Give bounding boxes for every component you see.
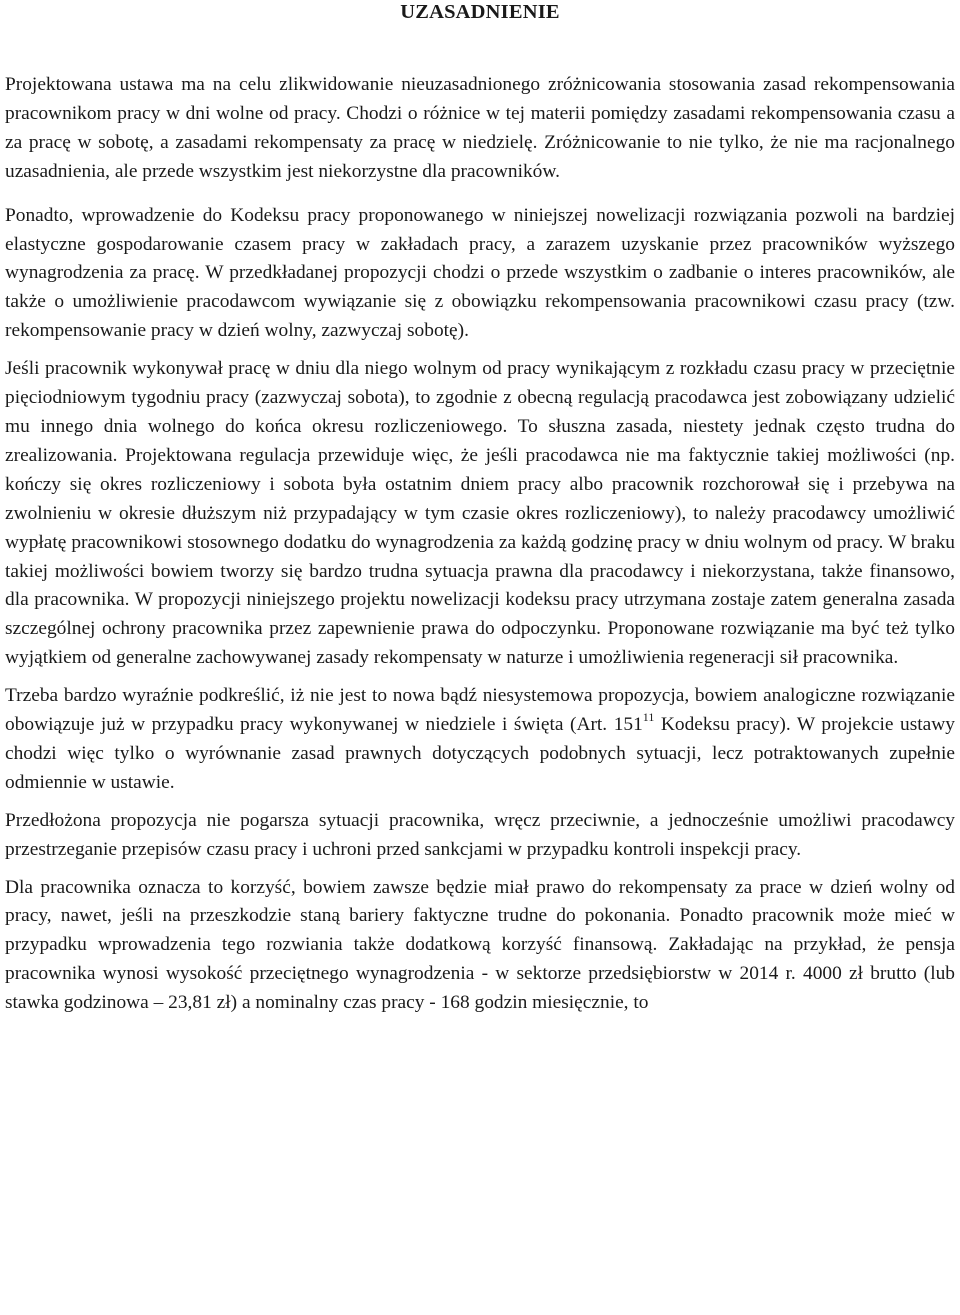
document-title: UZASADNIENIE <box>400 1 560 23</box>
paragraph-2: Ponadto, wprowadzenie do Kodeksu pracy proponowanego w niniejszej nowelizacji rozwiązania pozwoli na bardziej elastyczne gospodarowanie czasem pracy w zakładach pracy, a zarazem uzyskanie przez pracowników wyższego wynagrodzenia za pracę. W przedkładanej propozycji chodzi o przede wszystkim o zadbanie o interes pracowników, ale także o umożliwienie pracodawcom wywiązanie się z obowiązku rekompensowania pracownikowi czasu pracy (tzw. rekompensowanie pracy w dzień wolny, zazwyczaj sobotę). <box>5 204 955 342</box>
paragraph-4-text-before: Trzeba bardzo wyraźnie podkreślić, iż nie jest to nowa bądź niesystemowa propozycja, bowiem analogiczne rozwiązanie obowiązuje już w przypadku pracy wykonywanej w niedziele i święta (Art. 151 <box>5 685 955 736</box>
paragraph-3: Jeśli pracownik wykonywał pracę w dniu dla niego wolnym od pracy wynikającym z rozkładu czasu pracy w przeciętnie pięciodniowym tygodniu pracy (zazwyczaj sobota), to zgodnie z obecną regulacją pracodawca jest zobowiązany udzielić mu innego dnia wolnego do końca okresu rozliczeniowego. To słuszna zasada, niestety jednak często trudna do zrealizowania. Projektowana regulacja przewiduje więc, że jeśli pracodawca nie ma faktycznie takiej możliwości (np. kończy się okres rozliczeniowy i sobota była ostatnim dniem pracy albo pracownik rozchorował się i przebywa na zwolnieniu w okresie dłuższym niż przypadający w tym czasie okres rozliczeniowy), to należy pracodawcy umożliwić wypłatę pracownikowi stosownego dodatku do wynagrodzenia za każdą godzinę pracy w dniu wolnym od pracy. W braku takiej możliwości bowiem tworzy się bardzo trudna sytuacja prawna dla pracodawcy i niekorzystana, także finansowo, dla pracownika. W propozycji niniejszego projektu nowelizacji kodeksu pracy utrzymana zostaje zatem generalna zasada szczególnej ochrony pracownika przez zapewnienie prawa do odpoczynku. Proponowane rozwiązanie ma być też tylko wyjątkiem od generalne zachowywanej zasady rekompensaty w naturze i umożliwienia regeneracji sił pracownika. <box>5 358 955 669</box>
document-page <box>5 0 955 1018</box>
paragraph-1: Projektowana ustawa ma na celu zlikwidowanie nieuzasadnionego zróżnicowania stosowania zasad rekompensowania pracownikom pracy w dni wolne od pracy. Chodzi o różnice w tej materii pomiędzy zasadami rekompensowania czasu a za pracę w sobotę, a zasadami rekompensaty za pracę w niedzielę. Zróżnicowanie to nie tylko, że nie ma racjonalnego uzasadnienia, ale przede wszystkim jest niekorzystne dla pracowników. <box>5 74 955 182</box>
article-superscript: 11 <box>642 710 655 725</box>
paragraph-4 <box>5 682 955 798</box>
paragraph-6: Dla pracownika oznacza to korzyść, bowiem zawsze będzie miał prawo do rekompensaty za prace w dzień wolny od pracy, nawet, jeśli na przeszkodzie staną bariery faktyczne trudne do pokonania. Ponadto pracownik może mieć w przypadku wprowadzenia tego rozwiania także dodatkową korzyść finansową. Zakładając na przykład, że pensja pracownika wynosi wysokość przeciętnego wynagrodzenia - w sektorze przedsiębiorstw w 2014 r. 4000 zł brutto (lub stawka godzinowa – 23,81 zł) a nominalny czas pracy - 168 godzin miesięcznie, to <box>5 876 955 1014</box>
paragraph-4-text-after: Kodeksu pracy). W projekcie ustawy chodzi więc tylko o wyrównanie zasad prawnych dotyczących podobnych sytuacji, lecz potraktowanych zupełnie odmiennie w ustawie. <box>5 714 955 793</box>
paragraph-5: Przedłożona propozycja nie pogarsza sytuacji pracownika, wręcz przeciwnie, a jednocześnie umożliwi pracodawcy przestrzeganie przepisów czasu pracy i uchroni przed sankcjami w przypadku kontroli inspekcji pracy. <box>5 809 955 860</box>
